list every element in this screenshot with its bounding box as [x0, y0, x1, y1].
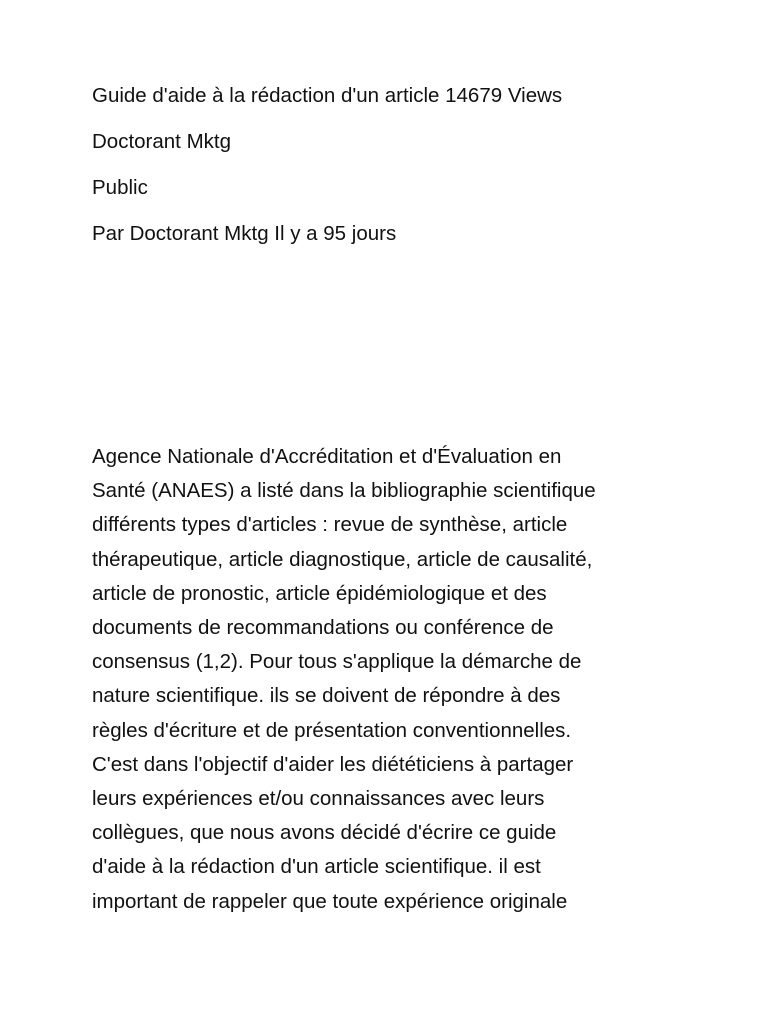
body-line: leurs expériences et/ou connaissances avec leurs [92, 787, 545, 811]
body-line: important de rappeler que toute expérience originale [92, 889, 568, 913]
body-line: règles d'écriture et de présentation conventionnelles. [92, 718, 572, 742]
body-line: d'aide à la rédaction d'un article scientifique. il est [92, 855, 541, 879]
document-title-views: Guide d'aide à la rédaction d'un article 14679 Views [92, 84, 563, 107]
document-body [92, 440, 692, 919]
body-line: Agence Nationale d'Accréditation et d'Évaluation en [92, 445, 562, 468]
visibility-label: Public [92, 176, 148, 199]
body-line: Santé (ANAES) a listé dans la bibliographie scientifique [92, 479, 596, 503]
document-header [92, 84, 732, 268]
body-line: thérapeutique, article diagnostique, article de causalité, [92, 547, 593, 571]
body-line: collègues, que nous avons décidé d'écrire ce guide [92, 821, 557, 845]
body-line: différents types d'articles : revue de synthèse, article [92, 513, 568, 537]
body-line: nature scientifique. ils se doivent de répondre à des [92, 684, 561, 708]
body-line: C'est dans l'objectif d'aider les diététiciens à partager [92, 752, 574, 776]
byline: Par Doctorant Mktg Il y a 95 jours [92, 222, 397, 245]
body-line: consensus (1,2). Pour tous s'applique la démarche de [92, 650, 582, 674]
body-line: article de pronostic, article épidémiologique et des [92, 581, 547, 605]
author-name: Doctorant Mktg [92, 130, 231, 153]
body-line: documents de recommandations ou conférence de [92, 616, 554, 640]
